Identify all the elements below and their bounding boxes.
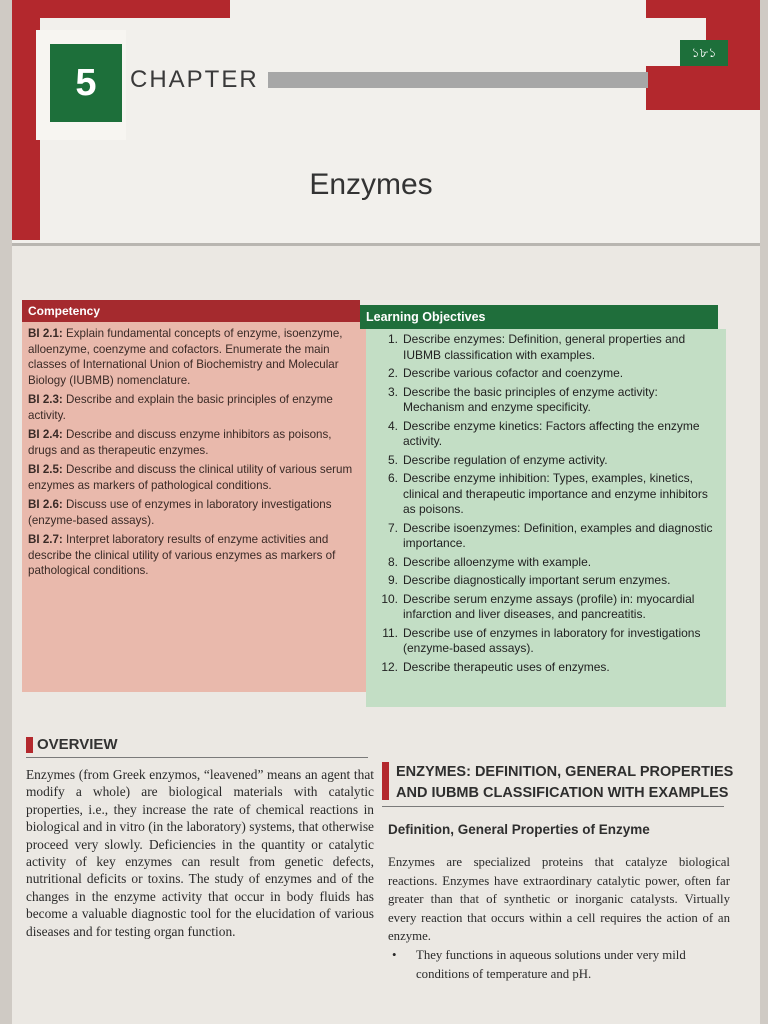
- competency-text: Explain fundamental concepts of enzyme, isoenzyme, alloenzyme, coenzyme and cofactors. Enumerate the main classes of International Union of Biochemistry and Molecular Biology (IUBMB) nomenclature.: [28, 327, 343, 387]
- learning-objective-item: [374, 592, 720, 623]
- objective-text: Describe the basic principles of enzyme activity: Mechanism and enzyme specificity.: [403, 384, 658, 414]
- red-decoration-right-block: [646, 66, 718, 110]
- competency-item: [28, 326, 362, 388]
- section-marker: [382, 762, 389, 800]
- competency-item: [28, 392, 362, 423]
- objective-number: 12.: [381, 659, 398, 674]
- competency-text: Describe and discuss enzyme inhibitors as poisons, drugs and as therapeutic enzymes.: [28, 428, 332, 457]
- objective-text: Describe alloenzyme with example.: [403, 554, 592, 569]
- objective-number: 4.: [387, 418, 398, 433]
- competency-heading: Competency: [22, 300, 360, 322]
- bullet-text: They functions in aqueous solutions under very mild conditions of temperature and pH.: [416, 948, 686, 981]
- competency-item: [28, 462, 362, 493]
- learning-objective-item: [374, 521, 720, 552]
- header-divider: [12, 243, 760, 246]
- competency-code: BI 2.6:: [28, 498, 63, 511]
- learning-objective-item: [374, 385, 720, 416]
- page-number: ১৮১: [680, 40, 728, 66]
- objective-number: 1.: [387, 332, 398, 346]
- chapter-label: CHAPTER: [130, 66, 259, 93]
- bullet-icon: •: [392, 948, 397, 962]
- overview-paragraph: Enzymes (from Greek enzymos, “leavened” means an agent that modify a whole) are biological materials with catalytic properties, i.e., they increase the rate of chemical reactions in biological and in vitro (in the laboratory) systems, that otherwise proceed very slowly. Deficiencies in the quantity or catalytic activity of key enzymes can result from genetic defects, nutritional deficits or toxins. The study of enzymes and of the changes in the enzyme activity that occur in body fluids has become a valuable diagnostic tool for the elucidation of various diseases and for testing organ function.: [26, 767, 374, 939]
- competency-code: BI 2.5:: [28, 463, 63, 476]
- learning-objectives-heading: Learning Objectives: [360, 305, 718, 329]
- objective-text: Describe therapeutic uses of enzymes.: [403, 659, 610, 674]
- overview-marker: [26, 737, 33, 753]
- objective-text: Describe enzyme kinetics: Factors affecting the enzyme activity.: [403, 418, 700, 448]
- objective-number: 2.: [387, 366, 398, 380]
- objective-number: 5.: [387, 452, 398, 467]
- objective-number: 9.: [387, 573, 398, 587]
- objective-number: 11.: [382, 625, 398, 640]
- objective-number: 6.: [387, 471, 398, 485]
- competency-text: Interpret laboratory results of enzyme activities and describe the clinical utility of various enzymes as markers of pathological conditions.: [28, 533, 336, 577]
- bullet-item: [392, 946, 728, 983]
- learning-objective-item: [374, 626, 720, 657]
- chapter-title: Enzymes: [309, 168, 433, 201]
- competency-code: BI 2.3:: [28, 393, 63, 406]
- chapter-bar: [268, 72, 648, 88]
- competency-code: BI 2.7:: [28, 533, 63, 546]
- red-decoration-right: [646, 0, 706, 18]
- objective-number: 7.: [387, 520, 398, 535]
- subsection-heading: Definition, General Properties of Enzyme: [388, 822, 650, 837]
- learning-objective-item: [374, 453, 720, 469]
- objective-text: Describe various cofactor and coenzyme.: [403, 366, 624, 380]
- learning-objectives-panel: [366, 329, 726, 707]
- red-decoration-top: [40, 0, 230, 18]
- objective-text: Describe regulation of enzyme activity.: [403, 452, 608, 467]
- objective-number: 8.: [387, 554, 398, 569]
- objective-text: Describe serum enzyme assays (profile) in: myocardial infarction and liver diseases, and pancreatitis.: [403, 591, 695, 621]
- learning-objective-item: [374, 332, 720, 363]
- competency-item: [28, 532, 362, 579]
- competency-item: [28, 427, 362, 458]
- learning-objective-item: [374, 419, 720, 450]
- section-heading: ENZYMES: DEFINITION, GENERAL PROPERTIES AND IUBMB CLASSIFICATION WITH EXAMPLES: [396, 764, 734, 801]
- competency-text: Describe and discuss the clinical utility of various serum enzymes as markers of pathological conditions.: [28, 463, 353, 492]
- objective-text: Describe use of enzymes in laboratory for investigations (enzyme-based assays).: [403, 625, 701, 655]
- competency-text: Discuss use of enzymes in laboratory investigations (enzyme-based assays).: [28, 498, 332, 527]
- competency-code: BI 2.4:: [28, 428, 63, 441]
- competency-code: BI 2.1:: [28, 327, 63, 340]
- objective-text: Describe isoenzymes: Definition, examples and diagnostic importance.: [403, 520, 713, 550]
- objective-number: 3.: [387, 384, 398, 399]
- learning-objective-item: [374, 555, 720, 571]
- section-divider: [382, 806, 724, 807]
- learning-objective-item: [374, 471, 720, 518]
- learning-objectives-list: [374, 332, 720, 675]
- objective-text: Describe diagnostically important serum enzymes.: [403, 573, 671, 587]
- learning-objective-item: [374, 366, 720, 382]
- objective-text: Describe enzyme inhibition: Types, examples, kinetics, clinical and therapeutic importance and enzyme inhibitors as poisons.: [403, 471, 708, 516]
- objective-number: 10.: [381, 591, 398, 606]
- learning-objective-item: [374, 660, 720, 676]
- overview-heading: OVERVIEW: [37, 736, 118, 753]
- overview-divider: [26, 757, 368, 758]
- competency-panel: [22, 322, 374, 692]
- learning-objective-item: [374, 573, 720, 589]
- objective-text: Describe enzymes: Definition, general properties and IUBMB classification with examples.: [403, 332, 686, 362]
- chapter-number: 5: [50, 44, 122, 122]
- definition-paragraph: Enzymes are specialized proteins that catalyze biological reactions. Enzymes have extraordinary catalytic power, often far greater than that of synthetic or inorganic catalysts. Virtually every reaction that occurs within a cell requires the action of an enzyme.: [388, 855, 730, 943]
- competency-text: Describe and explain the basic principles of enzyme activity.: [28, 393, 333, 422]
- competency-item: [28, 497, 362, 528]
